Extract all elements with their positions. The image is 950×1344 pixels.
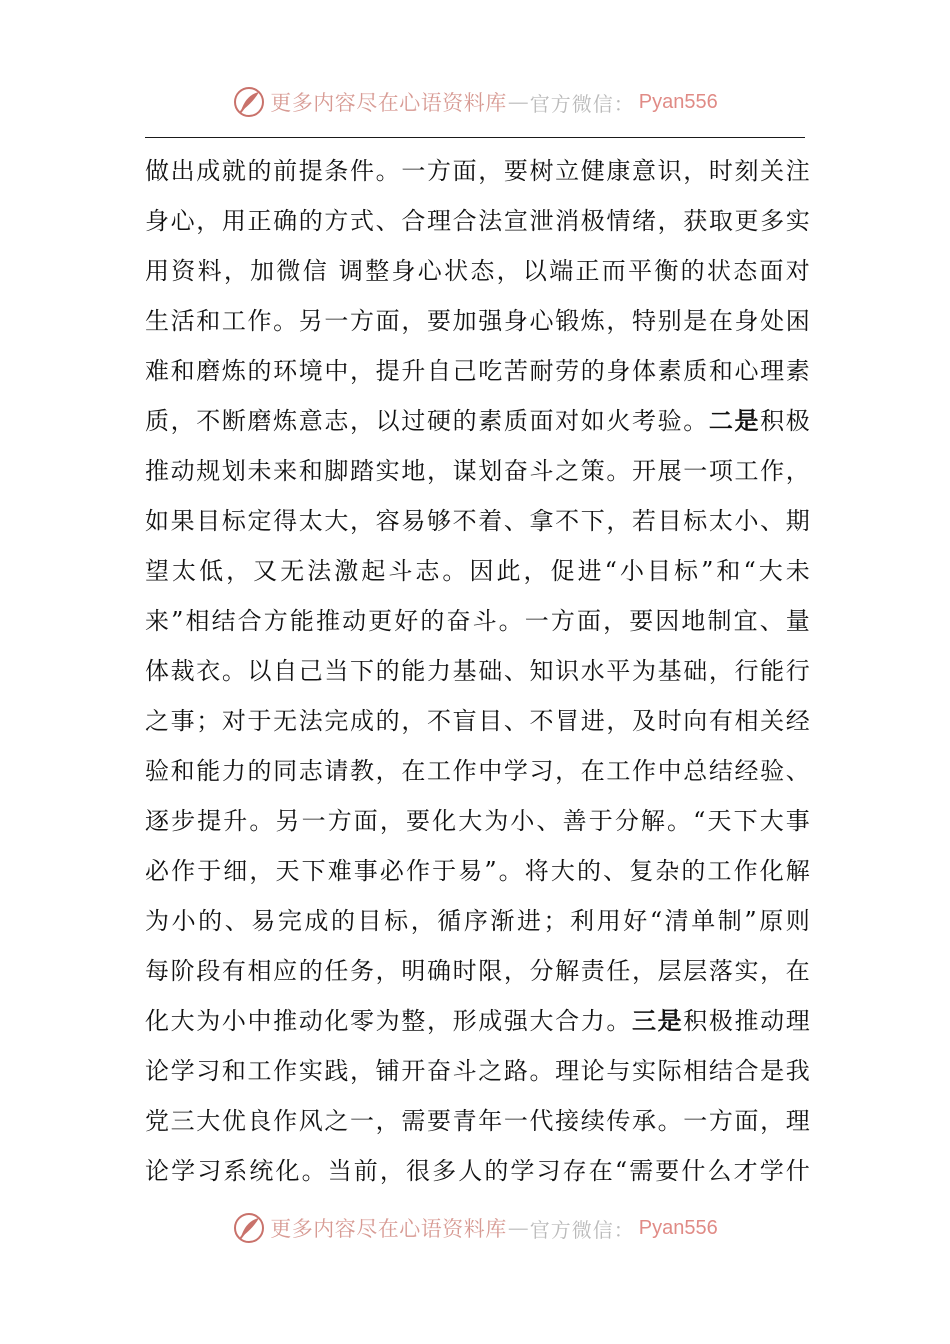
- quill-logo-icon: [232, 1211, 266, 1245]
- header-watermark: [0, 82, 950, 122]
- text-line: 逐步提升。另一方面，要化大为小、善于分解。“天下大事: [145, 807, 810, 835]
- bold-marker-three: 三是: [632, 1006, 684, 1035]
- watermark-label: 官方微信：: [529, 1217, 635, 1242]
- text-line: 如果目标定得太大，容易够不着、拿不下，若目标太小、期: [145, 507, 810, 535]
- text-line: 每阶段有相应的任务，明确时限，分解责任，层层落实，在: [145, 957, 810, 985]
- header-divider: [145, 137, 805, 138]
- document-body: [145, 151, 810, 1201]
- text-line: [145, 1001, 810, 1051]
- text-line: 身心，用正确的方式、合理合法宣泄消极情绪，获取更多实: [145, 207, 810, 235]
- text-line: 推动规划未来和脚踏实地，谋划奋斗之策。开展一项工作，: [145, 457, 810, 485]
- watermark-main-text: 更多内容尽在心语资料库: [270, 91, 507, 115]
- footer-watermark: [0, 1208, 950, 1248]
- watermark-id: Pyan556: [638, 90, 718, 113]
- watermark-id: Pyan556: [638, 1216, 718, 1239]
- text-line: 望太低，又无法激起斗志。因此，促进“小目标”和“大未: [145, 557, 810, 585]
- text-segment: 积极推动理: [683, 1007, 810, 1035]
- watermark-dash: —: [507, 1216, 529, 1240]
- text-line: 来”相结合方能推动更好的奋斗。一方面，要因地制宜、量: [145, 607, 810, 635]
- text-line: 做出成就的前提条件。一方面，要树立健康意识，时刻关注: [145, 157, 810, 185]
- text-segment: 化大为小中推动化零为整，形成强大合力。: [145, 1007, 632, 1035]
- text-line: 党三大优良作风之一，需要青年一代接续传承。一方面，理: [145, 1107, 810, 1135]
- text-line: 用资料，加微信 调整身心状态，以端正而平衡的状态面对: [145, 257, 810, 285]
- text-line: 体裁衣。以自己当下的能力基础、知识水平为基础，行能行: [145, 657, 810, 685]
- text-segment: 质，不断磨炼意志，以过硬的素质面对如火考验。: [145, 407, 709, 435]
- quill-logo-icon: [232, 85, 266, 119]
- watermark-dash: —: [507, 90, 529, 114]
- watermark-label: 官方微信：: [529, 91, 635, 116]
- text-line: [145, 401, 810, 451]
- text-segment: 积极: [760, 407, 810, 435]
- text-line: 生活和工作。另一方面，要加强身心锻炼，特别是在身处困: [145, 307, 810, 335]
- text-line: 论学习系统化。当前，很多人的学习存在“需要什么才学什: [145, 1157, 810, 1185]
- text-line: 论学习和工作实践，铺开奋斗之路。理论与实际相结合是我: [145, 1057, 810, 1085]
- text-line: 难和磨炼的环境中，提升自己吃苦耐劳的身体素质和心理素: [145, 357, 810, 385]
- text-line: 验和能力的同志请教，在工作中学习，在工作中总结经验、: [145, 757, 810, 785]
- bold-marker-two: 二是: [708, 406, 761, 435]
- watermark-main-text: 更多内容尽在心语资料库: [270, 1217, 507, 1241]
- text-line: 之事；对于无法完成的，不盲目、不冒进，及时向有相关经: [145, 707, 810, 735]
- text-line: 必作于细，天下难事必作于易”。将大的、复杂的工作化解: [145, 857, 810, 885]
- text-line: 为小的、易完成的目标，循序渐进；利用好“清单制”原则: [145, 907, 810, 935]
